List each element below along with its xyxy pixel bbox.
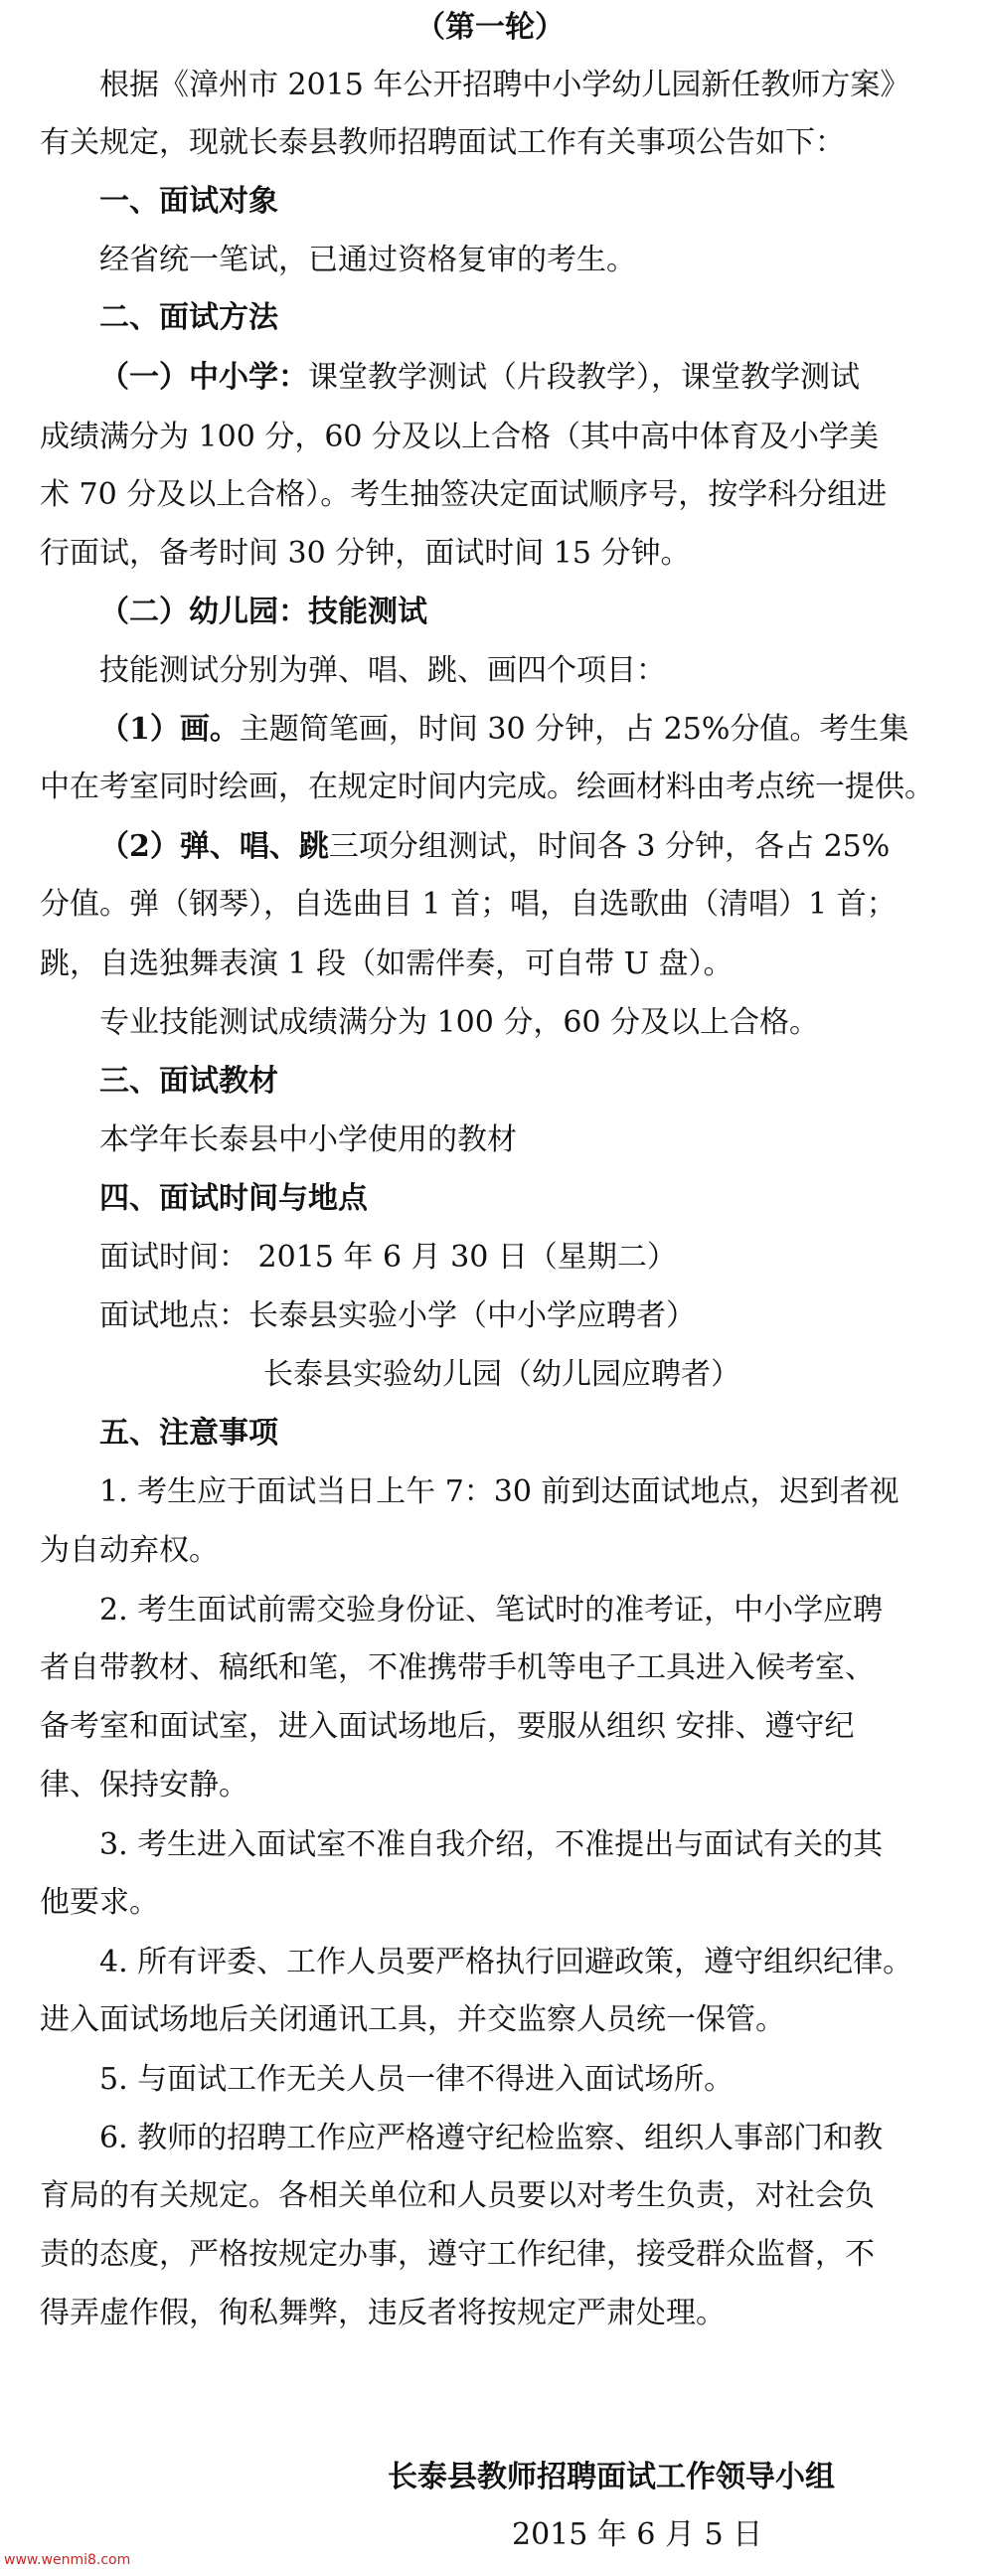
kindergarten-text: 技能测试分别为弹、唱、跳、画四个项目： [99,653,666,688]
primary-secondary-line-2: 成绩满分为 100 分，60 分及以上合格（其中高中体育及小学美 [40,420,880,454]
section-1-text: 经省统一笔试，已通过资格复审的考生。 [99,243,636,277]
performance-desc: 三项分组测试，时间各 3 分钟，各占 25% [328,829,891,864]
drawing-label: （1）画。 [99,712,240,747]
section-1-heading: 一、面试对象 [99,184,278,219]
section-4-heading: 四、面试时间与地点 [99,1181,368,1216]
watermark-text: www.wenmi8.com [4,2552,131,2568]
drawing-desc: 主题简笔画，时间 30 分钟，占 25%分值。考生集 [239,712,909,747]
performance-line-1 [99,827,890,867]
interview-time: 面试时间： 2015 年 6 月 30 日（星期二） [99,1240,677,1275]
performance-line-3: 跳，自选独舞表演 1 段（如需伴奏，可自带 U 盘）。 [40,946,734,981]
section-3-text: 本学年长泰县中小学使用的教材 [99,1122,517,1157]
note-3-line-1: 3. 考生进入面试室不准自我介绍，不准提出与面试有关的其 [99,1827,884,1862]
drawing-line-1 [99,710,908,750]
performance-label: （2）弹、唱、跳 [99,829,329,864]
footer-organization: 长泰县教师招聘面试工作领导小组 [388,2460,835,2494]
note-1-line-2: 为自动弃权。 [40,1533,219,1568]
performance-line-2: 分值。弹（钢琴），自选曲目 1 首；唱，自选歌曲（清唱）1 首； [40,887,897,922]
note-4-line-2: 进入面试场地后关闭通讯工具，并交监察人员统一保管。 [40,2002,785,2037]
intro-line-1: 根据《漳州市 2015 年公开招聘中小学幼儿园新任教师方案》 [99,68,910,102]
note-6-line-3: 责的态度，严格按规定办事，遵守工作纪律，接受群众监督，不 [40,2237,875,2272]
skill-score-text: 专业技能测试成绩满分为 100 分，60 分及以上合格。 [99,1005,820,1040]
note-4-line-1: 4. 所有评委、工作人员要严格执行回避政策，遵守组织纪律。 [99,1945,913,1979]
round-title: （第一轮） [415,10,565,45]
footer-date: 2015 年 6 月 5 日 [512,2517,763,2552]
note-6-line-2: 育局的有关规定。各相关单位和人员要以对考生负责，对社会负 [40,2178,875,2213]
primary-secondary-desc: 课堂教学测试（片段教学），课堂教学测试 [308,360,860,395]
interview-place-2: 长泰县实验幼儿园（幼儿园应聘者） [263,1357,740,1392]
primary-secondary-line-3: 术 70 分及以上合格）。考生抽签决定面试顺序号，按学科分组进 [40,477,888,512]
interview-place-1: 面试地点：长泰县实验小学（中小学应聘者） [99,1298,696,1333]
primary-secondary-label: （一）中小学： [99,360,308,395]
note-2-line-2: 者自带教材、稿纸和笔，不准携带手机等电子工具进入候考室、 [40,1650,875,1685]
primary-secondary-line-4: 行面试，备考时间 30 分钟，面试时间 15 分钟。 [40,536,691,571]
note-2-line-3: 备考室和面试室，进入面试场地后，要服从组织 安排、遵守纪 [40,1709,855,1744]
note-3-line-2: 他要求。 [40,1885,159,1920]
note-2-line-1: 2. 考生面试前需交验身份证、笔试时的准考证，中小学应聘 [99,1593,884,1628]
note-5-line-1: 5. 与面试工作无关人员一律不得进入面试场所。 [99,2062,735,2097]
primary-secondary-line-1 [99,358,860,398]
kindergarten-heading: （二）幼儿园：技能测试 [99,595,427,629]
section-3-heading: 三、面试教材 [99,1064,278,1099]
section-5-heading: 五、注意事项 [99,1416,278,1451]
intro-line-2: 有关规定，现就长泰县教师招聘面试工作有关事项公告如下： [40,125,845,160]
note-6-line-4: 得弄虚作假，徇私舞弊，违反者将按规定严肃处理。 [40,2296,726,2330]
note-6-line-1: 6. 教师的招聘工作应严格遵守纪检监察、组织人事部门和教 [99,2121,884,2155]
note-2-line-4: 律、保持安静。 [40,1768,248,1803]
drawing-line-2: 中在考室同时绘画，在规定时间内完成。绘画材料由考点统一提供。 [40,770,934,804]
note-1-line-1: 1. 考生应于面试当日上午 7：30 前到达面试地点，迟到者视 [99,1474,899,1509]
section-2-heading: 二、面试方法 [99,300,278,335]
